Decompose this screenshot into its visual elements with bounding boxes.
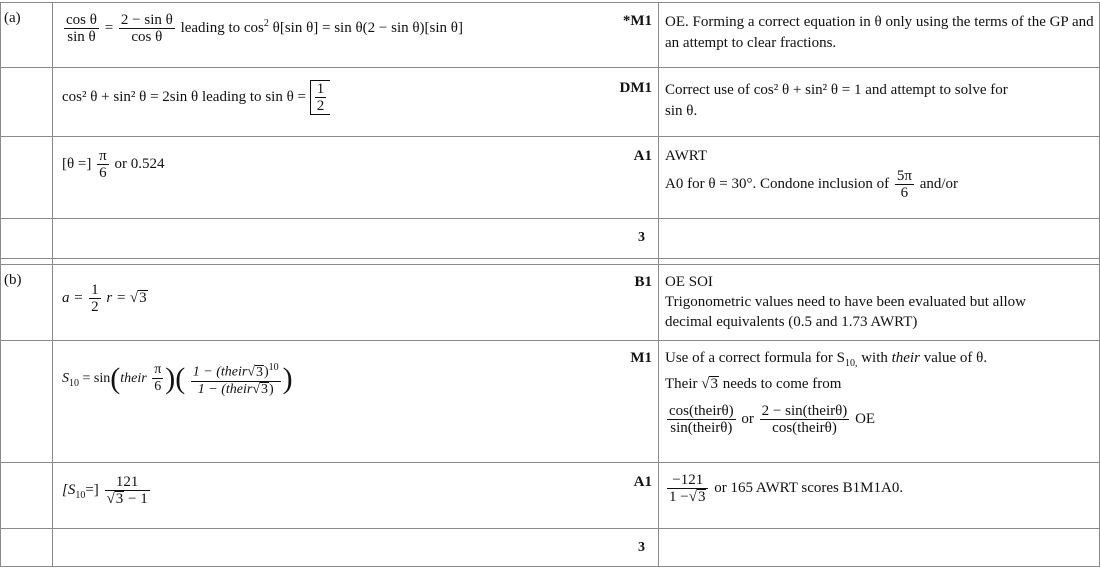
b2-g3-num2: 2 − sin(theirθ) (761, 403, 848, 419)
a1-rest: θ[sin θ] = sin θ(2 − sin θ)[sin θ] (272, 19, 463, 36)
b1-a-eq: a = (62, 289, 84, 306)
b3-guidance: $\frac{-121}{1 -√3}$ or 165 AWRT scores B1M1A0. (669, 472, 904, 505)
a3-mark: A1 (633, 148, 652, 164)
b2-working: $S_{10}$ = sin(their $\frac{\pi}{6}$ )( $\frac{1 - (their√3)^{10}}{\text{1 − (their√3)}}$ ) (62, 361, 293, 397)
rule-a-1 (0, 67, 1100, 68)
a1-frac2-den: cos θ (131, 29, 163, 45)
b3-g-den-head: 1 − (669, 489, 689, 505)
a2-guidance-a: Correct use of cos² θ + sin² θ = 1 and attempt to solve for (665, 82, 1008, 98)
b3-pre: [S (62, 481, 76, 498)
a2-guidance-b: sin θ. (665, 103, 698, 119)
a3-pre: [θ =] (62, 155, 92, 172)
b3-frac-den-rad: 3 (115, 491, 124, 507)
b1-r-eq: r = (106, 289, 127, 306)
b2-g1a: Use of a correct formula for S (665, 350, 845, 366)
b2-g1b: with (861, 350, 888, 366)
a1-frac1-num: cos θ (66, 12, 97, 28)
a1-working: $\frac{\text{cos θ}}{\text{sin θ}}$ = $\frac{\text{2 − sin θ}}{\text{cos θ}}$ leading to $\cos^2 \theta[\sin$ θ] = sin θ(2 − sin θ)[sin θ] (66, 12, 463, 45)
b3-working: $[S_{10}=]$ $\frac{121}{√3 - 1}$ (62, 474, 148, 507)
a3-g-frac-num: 5π (896, 168, 912, 184)
a3-working (62, 148, 164, 181)
a2-expr: cos² θ + sin² θ = 2sin θ (62, 88, 199, 105)
b1-mark: B1 (634, 274, 652, 290)
b2-six: 6 (154, 379, 162, 395)
b2-g3-den1: sin(theirθ) (670, 420, 733, 436)
a3-guidance-b: A0 for θ = 30°. Condone inclusion of (665, 175, 890, 192)
b2-g3-den2: cos(theirθ) (772, 420, 837, 436)
b2-num-rad: 3 (256, 364, 263, 380)
part-a-label: (a) (4, 10, 21, 26)
b3-frac-den-tail: − 1 (128, 491, 148, 507)
a2-frac-den: 2 (316, 98, 325, 114)
b2-pow: 10 (268, 362, 279, 373)
rule-a-2 (0, 136, 1100, 137)
b2-g2b: needs to come from (722, 376, 842, 392)
a1-frac1-den: sin θ (67, 29, 96, 45)
b2-pi: π (154, 362, 162, 378)
b3-frac-num: 121 (105, 474, 150, 491)
a2-frac-num: 1 (316, 81, 325, 97)
b2-g3-num1: cos(theirθ) (669, 403, 734, 419)
col-rule-3 (658, 2, 659, 566)
a-total: 3 (638, 230, 645, 245)
b2-den-rad: 3 (261, 381, 268, 397)
a3-frac-den: 6 (99, 165, 107, 181)
b2-g1c: value of θ. (923, 350, 988, 366)
b2-their: their (120, 371, 147, 387)
a3-post: or 0.524 (114, 155, 165, 172)
b-total: 3 (638, 540, 645, 555)
a2-lead: leading to (201, 88, 262, 105)
a3-guidance-b-row (665, 168, 958, 201)
b1-r-rad: 3 (139, 289, 147, 306)
b2-den-1: 1 − (their (197, 381, 253, 397)
b3-mark: A1 (633, 474, 652, 490)
part-b-label: (b) (4, 272, 22, 288)
b1-guidance-1: OE SOI (665, 274, 713, 290)
a2-mark: DM1 (619, 80, 652, 96)
rule-b-2 (0, 462, 1100, 463)
a1-mark: *M1 (622, 13, 652, 29)
rule-b-3 (0, 528, 1100, 529)
a3-g-frac-den: 6 (900, 185, 909, 201)
b3-g-den-rad: 3 (697, 489, 706, 505)
b1-a-num: 1 (91, 282, 99, 298)
col-rule-1 (0, 2, 1, 566)
b2-lhs-sub: 10 (69, 377, 79, 389)
b2-guidance-3 (665, 403, 875, 436)
b2-g2a: Their (665, 376, 698, 392)
a1-frac2-num: 2 − sin θ (120, 12, 173, 28)
b2-lhs: S (62, 371, 69, 387)
b1-guidance-2: Trigonometric values need to have been evaluated but allow (665, 294, 1027, 310)
b1-guidance-3: decimal equivalents (0.5 and 1.73 AWRT) (665, 314, 918, 330)
rule-bottom (0, 566, 1100, 567)
a3-guidance-c: and/or (919, 175, 959, 192)
a1-lead: leading to cos (180, 19, 264, 36)
b2-g3-or: or (741, 410, 754, 427)
b3-pre-end: =] (85, 481, 99, 498)
rule-a-3 (0, 218, 1100, 219)
rule-b-start (0, 264, 1100, 265)
b2-eq-sin: = sin (82, 371, 111, 387)
a3-guidance-a: AWRT (665, 148, 708, 164)
a2-sin-eq: sin θ = (265, 88, 306, 105)
rule-b-1 (0, 340, 1100, 341)
b2-g1it: their (891, 350, 920, 366)
b1-working: a = $\frac{1}{2}$ r = √3 (62, 282, 147, 315)
col-rule-2 (52, 2, 53, 566)
a1-guidance: OE. Forming a correct equation in θ only using the terms of the GP and an attempt to clear fractions. (665, 14, 1094, 51)
a1-equals: = (104, 19, 114, 36)
rule-a-end (0, 258, 1100, 259)
b2-g3-oe: OE (855, 410, 876, 427)
a3-frac-num: π (99, 148, 107, 164)
a2-working (62, 80, 330, 115)
b2-mark: M1 (630, 350, 652, 366)
b2-num-1: 1 − (their (192, 364, 248, 380)
b2-guidance-1 (665, 348, 987, 374)
b2-g1sub: 10, (844, 358, 858, 369)
b3-g-text: or 165 AWRT scores B1M1A0. (714, 479, 904, 496)
b1-a-den: 2 (91, 299, 99, 315)
rule-top (0, 2, 1100, 3)
b3-g-num: −121 (667, 472, 708, 489)
b2-g2rad: 3 (710, 376, 718, 392)
b3-pre-sub: 10 (75, 489, 86, 501)
b2-guidance-2: Their √3 needs to come from (665, 376, 842, 392)
